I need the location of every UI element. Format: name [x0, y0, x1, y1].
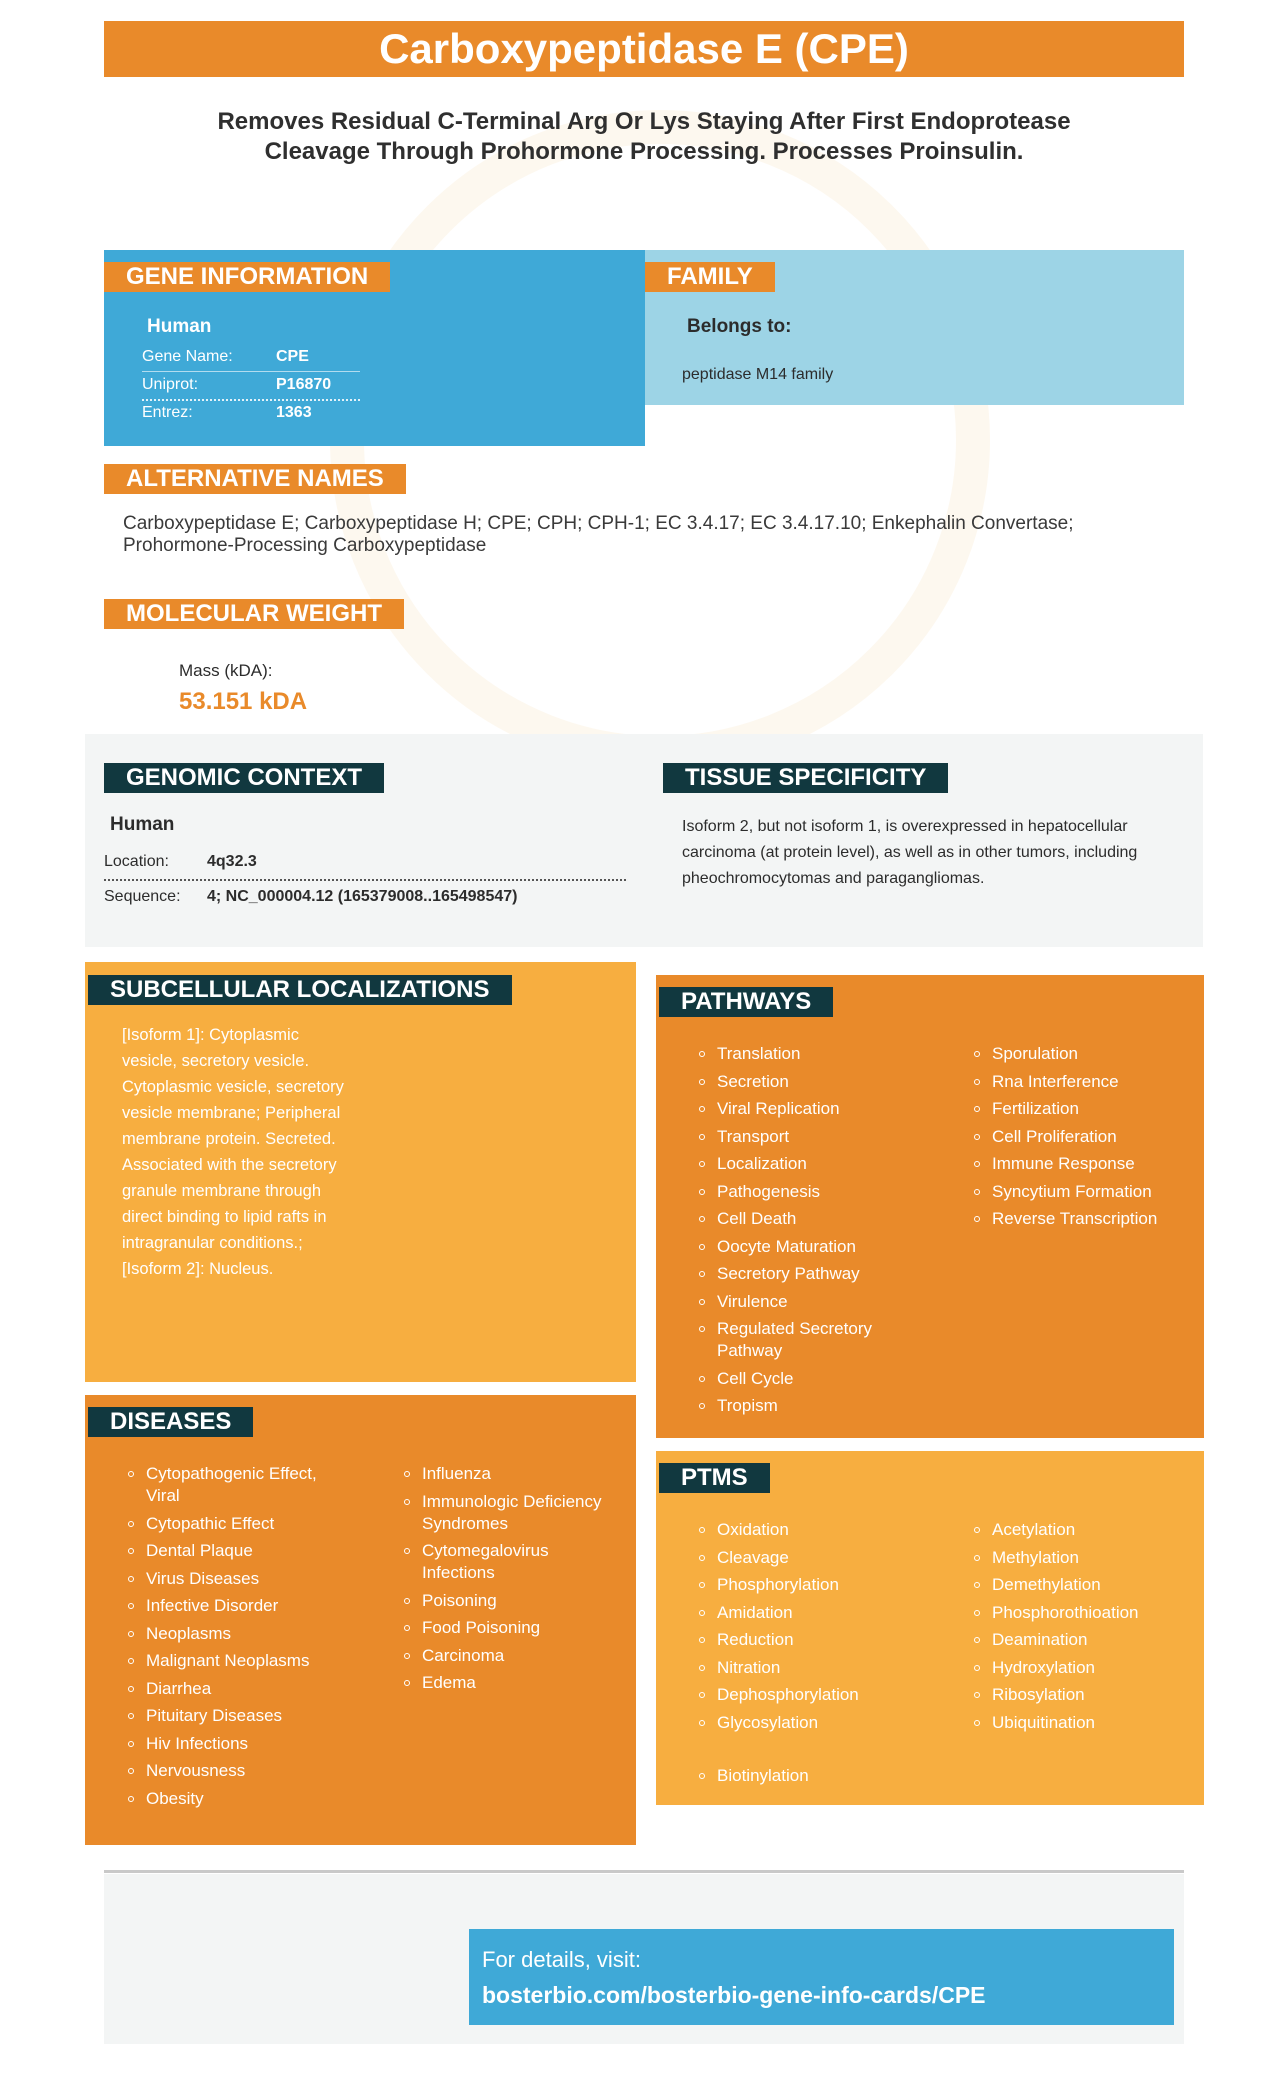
- list-item: Edema: [402, 1672, 622, 1694]
- list-item: Nitration: [697, 1657, 922, 1679]
- list-item: Cytomegalovirus Infections: [402, 1540, 622, 1584]
- family-header: FAMILY: [645, 262, 775, 292]
- ptms-list-col2: [972, 1519, 1197, 1739]
- footer-url-link[interactable]: bosterbio.com/bosterbio-gene-info-cards/CPE: [482, 1982, 986, 2008]
- list-item: Translation: [697, 1043, 922, 1065]
- gene-name-label: Gene Name:: [142, 348, 233, 365]
- list-item: Infective Disorder: [126, 1595, 336, 1617]
- list-item: Transport: [697, 1126, 922, 1148]
- list-item: Virulence: [697, 1291, 922, 1313]
- family-value: peptidase M14 family: [682, 366, 834, 383]
- diseases-header: DISEASES: [88, 1407, 253, 1437]
- pathways-list-col1: [697, 1043, 922, 1423]
- pathways-header: PATHWAYS: [659, 987, 833, 1017]
- page-title: Carboxypeptidase E (CPE): [379, 25, 909, 72]
- list-item: Regulated Secretory Pathway: [697, 1318, 892, 1362]
- location-label: Location:: [104, 853, 169, 870]
- sequence-label: Sequence:: [104, 888, 181, 905]
- footer-divider: [104, 1870, 1184, 1873]
- list-item: Dental Plaque: [126, 1540, 336, 1562]
- list-item: Fertilization: [972, 1098, 1197, 1120]
- ptms-list-extra: [697, 1765, 922, 1793]
- mol-weight-value: 53.151 kDA: [179, 688, 308, 715]
- gene-info-species: Human: [147, 316, 212, 337]
- mol-weight-label: Mass (kDA):: [179, 661, 273, 680]
- list-item: Cell Death: [697, 1208, 922, 1230]
- subcellular-header: SUBCELLULAR LOCALIZATIONS: [88, 975, 512, 1005]
- list-item: Food Poisoning: [402, 1617, 622, 1639]
- gene-info-header: GENE INFORMATION: [104, 262, 390, 292]
- list-item: Poisoning: [402, 1590, 622, 1612]
- entrez-label: Entrez:: [142, 404, 193, 421]
- list-item: Demethylation: [972, 1574, 1197, 1596]
- uniprot-label: Uniprot:: [142, 376, 199, 393]
- mol-weight-header: MOLECULAR WEIGHT: [104, 599, 404, 629]
- subcellular-text: [Isoform 1]: Cytoplasmic vesicle, secretory vesicle. Cytoplasmic vesicle, secretory vesicle membrane; Peripheral membrane protein. Secreted. Associated with the secretory granule membrane through direct binding to lipid rafts in intragranular conditions.; [Isoform 2]: Nucleus.: [122, 1026, 344, 1278]
- list-item: Hydroxylation: [972, 1657, 1197, 1679]
- list-item: Syncytium Formation: [972, 1181, 1197, 1203]
- list-item: Ubiquitination: [972, 1712, 1197, 1734]
- diseases-list-col2: [402, 1463, 622, 1700]
- list-item: Immune Response: [972, 1153, 1197, 1175]
- gene-info-divider: [142, 399, 360, 401]
- list-item: Secretory Pathway: [697, 1263, 922, 1285]
- genomic-header: GENOMIC CONTEXT: [104, 763, 384, 793]
- alt-names-text: Carboxypeptidase E; Carboxypeptidase H; CPE; CPH; CPH-1; EC 3.4.17; EC 3.4.17.10; Enkephalin Convertase; Prohormone-Processing Carboxypeptidase: [123, 513, 1074, 556]
- page-subtitle: Removes Residual C-Terminal Arg Or Lys Staying After First Endoprotease Cleavage Through Prohormone Processing. Processes Proinsulin.: [217, 108, 1071, 165]
- list-item: Deamination: [972, 1629, 1197, 1651]
- list-item: Malignant Neoplasms: [126, 1650, 336, 1672]
- list-item: Carcinoma: [402, 1645, 622, 1667]
- uniprot-value: P16870: [276, 376, 332, 393]
- context-band: [85, 734, 1203, 947]
- list-item: Ribosylation: [972, 1684, 1197, 1706]
- list-item: Reduction: [697, 1629, 922, 1651]
- ptms-list-col1: [697, 1519, 922, 1739]
- location-value: 4q32.3: [207, 853, 257, 870]
- pathways-list-col2: [972, 1043, 1197, 1236]
- footer-line1: For details, visit:: [482, 1947, 641, 1972]
- list-item: Cell Proliferation: [972, 1126, 1197, 1148]
- list-item: Nervousness: [126, 1760, 336, 1782]
- list-item: Diarrhea: [126, 1678, 336, 1700]
- pathways-panel: [656, 975, 1204, 1438]
- list-item: Oxidation: [697, 1519, 922, 1541]
- list-item: Obesity: [126, 1788, 336, 1810]
- title-banner: [104, 21, 1184, 77]
- list-item: Cell Cycle: [697, 1368, 922, 1390]
- entrez-value: 1363: [276, 404, 312, 421]
- list-item: Dephosphorylation: [697, 1684, 922, 1706]
- list-item: Pathogenesis: [697, 1181, 922, 1203]
- diseases-panel: [85, 1395, 636, 1845]
- ptms-panel: [656, 1451, 1204, 1805]
- list-item: Rna Interference: [972, 1071, 1197, 1093]
- family-belongs-label: Belongs to:: [687, 316, 792, 337]
- list-item: Tropism: [697, 1395, 922, 1417]
- list-item: Sporulation: [972, 1043, 1197, 1065]
- list-item: Biotinylation: [697, 1765, 922, 1787]
- list-item: Cytopathogenic Effect, Viral: [126, 1463, 336, 1507]
- list-item: Immunologic Deficiency Syndromes: [402, 1491, 622, 1535]
- list-item: Phosphorylation: [697, 1574, 922, 1596]
- tissue-text: Isoform 2, but not isoform 1, is overexpressed in hepatocellular carcinoma (at protein level), as well as in other tumors, including pheochromocytomas and paragangliomas.: [682, 818, 1138, 887]
- list-item: Acetylation: [972, 1519, 1197, 1541]
- footer-band: [104, 1874, 1184, 2044]
- list-item: Methylation: [972, 1547, 1197, 1569]
- genomic-divider: [104, 879, 626, 881]
- genomic-species: Human: [110, 814, 175, 835]
- diseases-list-col1: [126, 1463, 336, 1815]
- list-item: Secretion: [697, 1071, 922, 1093]
- tissue-header: TISSUE SPECIFICITY: [663, 763, 948, 793]
- gene-info-divider: [142, 371, 360, 372]
- gene-name-value: CPE: [276, 348, 309, 365]
- list-item: Phosphorothioation: [972, 1602, 1197, 1624]
- sequence-value: 4; NC_000004.12 (165379008..165498547): [207, 888, 518, 905]
- list-item: Reverse Transcription: [972, 1208, 1197, 1230]
- list-item: Neoplasms: [126, 1623, 336, 1645]
- list-item: Cleavage: [697, 1547, 922, 1569]
- list-item: Influenza: [402, 1463, 622, 1485]
- alt-names-header: ALTERNATIVE NAMES: [104, 464, 406, 494]
- list-item: Pituitary Diseases: [126, 1705, 336, 1727]
- list-item: Hiv Infections: [126, 1733, 336, 1755]
- subcellular-panel: [85, 962, 636, 1382]
- family-panel: [645, 250, 1184, 405]
- gene-info-panel: [104, 250, 645, 446]
- list-item: Oocyte Maturation: [697, 1236, 922, 1258]
- list-item: Amidation: [697, 1602, 922, 1624]
- footer-link-box[interactable]: [469, 1929, 1174, 2025]
- list-item: Cytopathic Effect: [126, 1513, 336, 1535]
- ptms-header: PTMS: [659, 1463, 770, 1493]
- list-item: Virus Diseases: [126, 1568, 336, 1590]
- list-item: Viral Replication: [697, 1098, 922, 1120]
- list-item: Glycosylation: [697, 1712, 922, 1734]
- list-item: Localization: [697, 1153, 922, 1175]
